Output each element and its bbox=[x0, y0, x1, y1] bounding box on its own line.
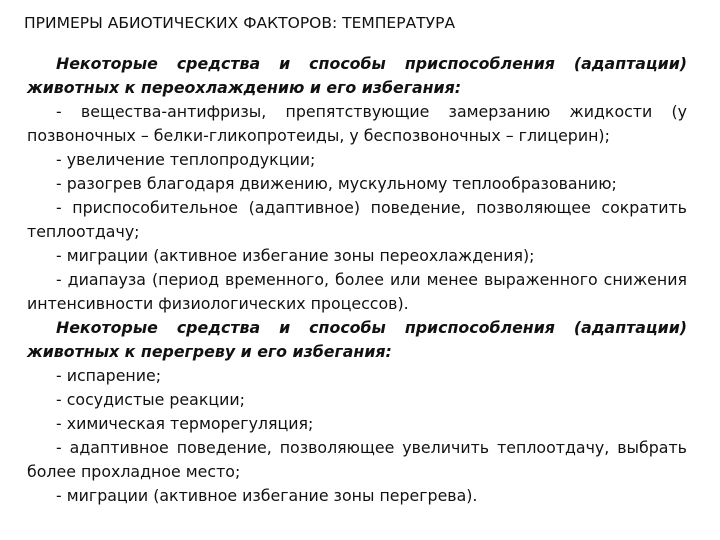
heat-item-migration: - миграции (активное избегание зоны перегрева). bbox=[56, 486, 478, 505]
slide-content bbox=[27, 52, 687, 508]
cold-item-heat-production: - увеличение теплопродукции; bbox=[56, 150, 316, 169]
cold-adaptation-heading: Некоторые средства и способы приспособления (адаптации) животных к переохлаждению и его избегания: bbox=[27, 54, 687, 97]
cold-item-adaptive-behavior: - приспособительное (адаптивное) поведение, позволяющее сократить теплоотдачу; bbox=[27, 198, 687, 241]
cold-item-diapause: - диапауза (период временного, более или менее выраженного снижения интенсивности физиологических процессов). bbox=[27, 270, 687, 313]
heat-adaptation-heading: Некоторые средства и способы приспособления (адаптации) животных к перегреву и его избегания: bbox=[27, 318, 687, 361]
slide-title: ПРИМЕРЫ АБИОТИЧЕСКИХ ФАКТОРОВ: ТЕМПЕРАТУРА bbox=[24, 14, 456, 32]
cold-item-migration: - миграции (активное избегание зоны переохлаждения); bbox=[56, 246, 535, 265]
heat-item-adaptive-behavior: - адаптивное поведение, позволяющее увеличить теплоотдачу, выбрать более прохладное место; bbox=[27, 438, 687, 481]
cold-item-muscle-warming: - разогрев благодаря движению, мускульному теплообразованию; bbox=[56, 174, 617, 193]
cold-item-antifreeze: - вещества-антифризы, препятствующие замерзанию жидкости (у позвоночных – белки-гликопротеиды, у беспозвоночных – глицерин); bbox=[27, 102, 687, 145]
heat-item-vascular: - сосудистые реакции; bbox=[56, 390, 245, 409]
heat-item-evaporation: - испарение; bbox=[56, 366, 162, 385]
heat-item-chemical-thermoregulation: - химическая терморегуляция; bbox=[56, 414, 314, 433]
